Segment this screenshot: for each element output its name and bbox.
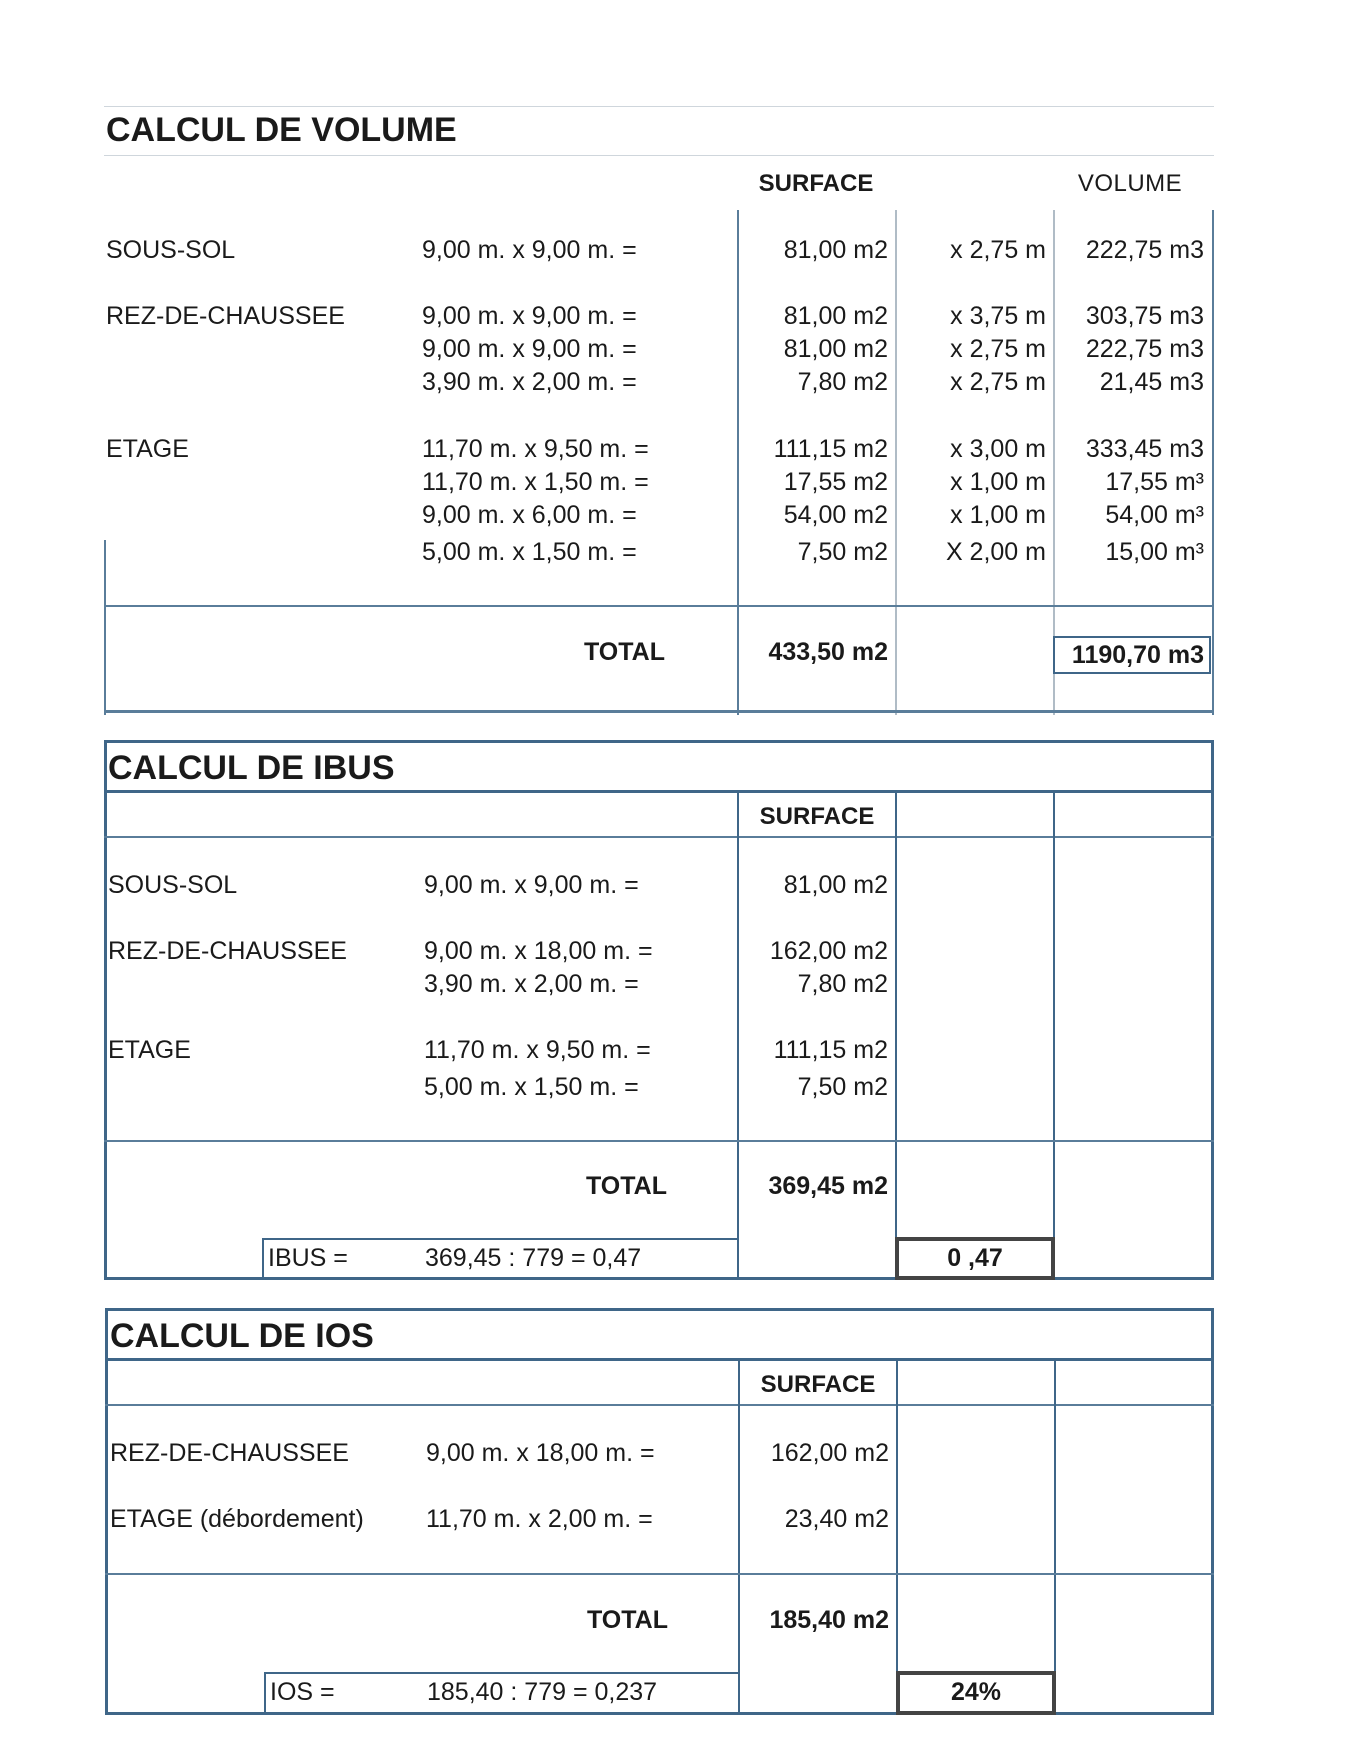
faint-line xyxy=(104,106,1214,107)
row-surface: 7,80 m2 xyxy=(797,970,888,998)
ibus-title: CALCUL DE IBUS xyxy=(108,749,395,787)
row-volume: 17,55 m³ xyxy=(1105,468,1204,496)
ibus-total-surface: 369,45 m2 xyxy=(768,1172,888,1200)
row-height: X 2,00 m xyxy=(945,538,1046,566)
frame-line xyxy=(104,836,1214,838)
row-label: REZ-DE-CHAUSSEE xyxy=(108,937,347,965)
row-volume: 54,00 m³ xyxy=(1105,501,1204,529)
faint-line xyxy=(104,155,1214,156)
row-dimensions: 9,00 m. x 18,00 m. = xyxy=(424,937,653,965)
row-height: x 2,75 m xyxy=(950,236,1046,264)
row-label: SOUS-SOL xyxy=(106,236,236,264)
ios-formula: 185,40 : 779 = 0,237 xyxy=(427,1678,658,1706)
row-surface: 17,55 m2 xyxy=(783,468,888,496)
row-height: x 2,75 m xyxy=(950,335,1046,363)
row-surface: 7,50 m2 xyxy=(797,1073,888,1101)
ios-total-label: TOTAL xyxy=(586,1606,668,1634)
frame-line xyxy=(1054,1358,1056,1715)
row-surface: 81,00 m2 xyxy=(783,335,888,363)
frame-line xyxy=(105,1573,1214,1575)
row-height: x 3,00 m xyxy=(950,435,1046,463)
row-volume: 21,45 m3 xyxy=(1099,368,1204,396)
ios-title: CALCUL DE IOS xyxy=(110,1317,374,1355)
frame-line xyxy=(105,1358,1214,1361)
ibus-result: 0 ,47 xyxy=(947,1244,1003,1272)
row-dimensions: 3,90 m. x 2,00 m. = xyxy=(422,368,637,396)
row-volume: 222,75 m3 xyxy=(1085,335,1204,363)
row-dimensions: 11,70 m. x 2,00 m. = xyxy=(426,1505,653,1533)
row-surface: 162,00 m2 xyxy=(769,937,888,965)
volume-header-surface: SURFACE xyxy=(758,170,874,197)
row-dimensions: 3,90 m. x 2,00 m. = xyxy=(424,970,639,998)
row-surface: 7,50 m2 xyxy=(797,538,888,566)
row-volume: 15,00 m³ xyxy=(1105,538,1204,566)
ios-formula-label: IOS = xyxy=(270,1678,335,1706)
row-volume: 303,75 m3 xyxy=(1085,302,1204,330)
row-surface: 81,00 m2 xyxy=(783,871,888,899)
frame-line xyxy=(738,1358,740,1715)
row-height: x 3,75 m xyxy=(950,302,1046,330)
frame-line xyxy=(896,1358,898,1715)
volume-total-surface: 433,50 m2 xyxy=(768,638,888,666)
row-height: x 2,75 m xyxy=(950,368,1046,396)
row-label: ETAGE (débordement) xyxy=(110,1505,364,1533)
row-label: SOUS-SOL xyxy=(108,871,238,899)
ibus-header-surface: SURFACE xyxy=(759,803,875,830)
frame-line xyxy=(1053,790,1055,1280)
row-dimensions: 9,00 m. x 6,00 m. = xyxy=(422,501,637,529)
row-dimensions: 11,70 m. x 9,50 m. = xyxy=(422,435,649,463)
frame-line xyxy=(104,540,106,715)
ios-result: 24% xyxy=(950,1678,1002,1706)
row-surface: 54,00 m2 xyxy=(783,501,888,529)
row-dimensions: 9,00 m. x 9,00 m. = xyxy=(422,302,637,330)
row-volume: 333,45 m3 xyxy=(1085,435,1204,463)
row-dimensions: 9,00 m. x 9,00 m. = xyxy=(424,871,639,899)
row-dimensions: 5,00 m. x 1,50 m. = xyxy=(422,538,637,566)
volume-total-volume: 1190,70 m3 xyxy=(1071,641,1204,669)
ibus-formula: 369,45 : 779 = 0,47 xyxy=(425,1244,642,1272)
frame-line xyxy=(104,710,1214,713)
frame-line xyxy=(1212,210,1214,715)
frame-line xyxy=(104,790,1214,793)
ibus-formula-label: IBUS = xyxy=(268,1244,348,1272)
row-label: REZ-DE-CHAUSSEE xyxy=(106,302,345,330)
frame-line xyxy=(737,210,739,715)
ibus-total-label: TOTAL xyxy=(585,1172,667,1200)
row-surface: 7,80 m2 xyxy=(797,368,888,396)
frame-line xyxy=(895,210,897,715)
frame-line xyxy=(104,605,1214,607)
volume-header-volume: VOLUME xyxy=(1077,170,1183,197)
row-dimensions: 9,00 m. x 9,00 m. = xyxy=(422,236,637,264)
row-surface: 23,40 m2 xyxy=(784,1505,889,1533)
row-surface: 81,00 m2 xyxy=(783,302,888,330)
row-dimensions: 9,00 m. x 18,00 m. = xyxy=(426,1439,655,1467)
row-label: REZ-DE-CHAUSSEE xyxy=(110,1439,349,1467)
frame-line xyxy=(105,1404,1214,1406)
volume-total-label: TOTAL xyxy=(583,638,665,666)
ios-total-surface: 185,40 m2 xyxy=(769,1606,889,1634)
volume-title: CALCUL DE VOLUME xyxy=(106,111,457,149)
row-surface: 111,15 m2 xyxy=(773,1036,888,1064)
row-dimensions: 5,00 m. x 1,50 m. = xyxy=(424,1073,639,1101)
row-surface: 111,15 m2 xyxy=(773,435,888,463)
row-dimensions: 11,70 m. x 1,50 m. = xyxy=(422,468,649,496)
row-surface: 81,00 m2 xyxy=(783,236,888,264)
row-volume: 222,75 m3 xyxy=(1085,236,1204,264)
row-dimensions: 9,00 m. x 9,00 m. = xyxy=(422,335,637,363)
row-dimensions: 11,70 m. x 9,50 m. = xyxy=(424,1036,651,1064)
row-surface: 162,00 m2 xyxy=(770,1439,889,1467)
row-height: x 1,00 m xyxy=(950,468,1046,496)
frame-line xyxy=(895,790,897,1280)
row-label: ETAGE xyxy=(106,435,189,463)
frame-line xyxy=(737,790,739,1280)
row-height: x 1,00 m xyxy=(950,501,1046,529)
ios-header-surface: SURFACE xyxy=(760,1371,876,1398)
row-label: ETAGE xyxy=(108,1036,191,1064)
frame-line xyxy=(104,1140,1214,1142)
